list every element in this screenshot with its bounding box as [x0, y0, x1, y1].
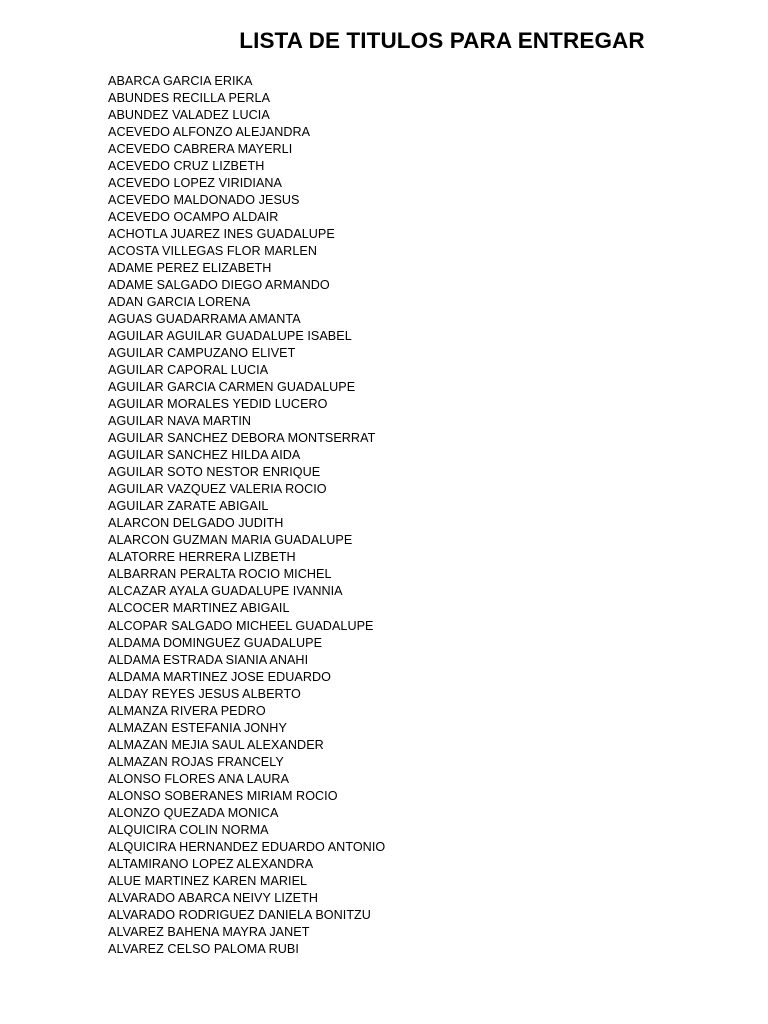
list-item: ALMAZAN MEJIA SAUL ALEXANDER	[108, 737, 324, 752]
list-item: AGUILAR VAZQUEZ VALERIA ROCIO	[108, 482, 327, 497]
list-item: ALMAZAN ESTEFANIA JONHY	[108, 720, 287, 735]
list-item: ALCAZAR AYALA GUADALUPE IVANNIA	[108, 584, 343, 599]
list-item: ACEVEDO CRUZ LIZBETH	[108, 159, 265, 174]
list-item: ALMANZA RIVERA PEDRO	[108, 703, 266, 718]
list-item: AGUILAR MORALES YEDID LUCERO	[108, 397, 328, 412]
list-item: AGUILAR CAPORAL LUCIA	[108, 363, 269, 378]
list-item: ACEVEDO ALFONZO ALEJANDRA	[108, 125, 311, 140]
list-item: AGUILAR GARCIA CARMEN GUADALUPE	[108, 380, 356, 395]
list-item: AGUILAR ZARATE ABIGAIL	[108, 499, 269, 514]
list-item: ALARCON GUZMAN MARIA GUADALUPE	[108, 533, 353, 548]
list-item: ADAME PEREZ ELIZABETH	[108, 261, 272, 276]
list-item: ALONSO FLORES ANA LAURA	[108, 771, 290, 786]
list-item: ALQUICIRA COLIN NORMA	[108, 822, 269, 837]
list-item: ALARCON DELGADO JUDITH	[108, 516, 284, 531]
list-item: ALONZO QUEZADA MONICA	[108, 805, 279, 820]
page-title: LISTA DE TITULOS PARA ENTREGAR	[239, 28, 645, 53]
list-item: ACEVEDO MALDONADO JESUS	[108, 193, 300, 208]
list-item: ACEVEDO CABRERA MAYERLI	[108, 142, 293, 157]
list-item: ALCOPAR SALGADO MICHEEL GUADALUPE	[108, 618, 374, 633]
list-item: ALVAREZ BAHENA MAYRA JANET	[108, 924, 310, 939]
list-item: ALTAMIRANO LOPEZ ALEXANDRA	[108, 856, 314, 871]
list-item: AGUILAR SANCHEZ HILDA AIDA	[108, 448, 301, 463]
list-item: ADAME SALGADO DIEGO ARMANDO	[108, 278, 330, 293]
list-item: ALCOCER MARTINEZ ABIGAIL	[108, 601, 290, 616]
list-item: AGUILAR SOTO NESTOR ENRIQUE	[108, 465, 321, 480]
list-item: ABUNDES RECILLA PERLA	[108, 91, 271, 106]
list-item: AGUAS GUADARRAMA AMANTA	[108, 312, 301, 327]
list-item: AGUILAR CAMPUZANO ELIVET	[108, 346, 296, 361]
list-item: ALDAMA MARTINEZ JOSE EDUARDO	[108, 669, 331, 684]
list-item: ALATORRE HERRERA LIZBETH	[108, 550, 296, 565]
list-item: ALQUICIRA HERNANDEZ EDUARDO ANTONIO	[108, 839, 386, 854]
list-item: ALBARRAN PERALTA ROCIO MICHEL	[108, 567, 332, 582]
list-item: ACOSTA VILLEGAS FLOR MARLEN	[108, 244, 317, 259]
list-item: ABUNDEZ VALADEZ LUCIA	[108, 108, 270, 123]
list-item: AGUILAR SANCHEZ DEBORA MONTSERRAT	[108, 431, 376, 446]
list-item: ALDAMA DOMINGUEZ GUADALUPE	[108, 635, 323, 650]
list-item: ALVARADO ABARCA NEIVY LIZETH	[108, 890, 318, 905]
list-item: ALVARADO RODRIGUEZ DANIELA BONITZU	[108, 907, 371, 922]
list-item: ACHOTLA JUAREZ INES GUADALUPE	[108, 227, 335, 242]
list-item: ADAN GARCIA LORENA	[108, 295, 251, 310]
list-item: ALMAZAN ROJAS FRANCELY	[108, 754, 284, 769]
list-item: ALVAREZ CELSO PALOMA RUBI	[108, 941, 299, 956]
name-list	[108, 73, 385, 958]
list-item: ALONSO SOBERANES MIRIAM ROCIO	[108, 788, 338, 803]
list-item: ALDAY REYES JESUS ALBERTO	[108, 686, 301, 701]
list-item: AGUILAR AGUILAR GUADALUPE ISABEL	[108, 329, 352, 344]
list-item: AGUILAR NAVA MARTIN	[108, 414, 252, 429]
list-item: ALUE MARTINEZ KAREN MARIEL	[108, 873, 308, 888]
list-item: ABARCA GARCIA ERIKA	[108, 74, 253, 88]
list-item: ACEVEDO OCAMPO ALDAIR	[108, 210, 279, 225]
list-item: ACEVEDO LOPEZ VIRIDIANA	[108, 176, 283, 191]
list-item: ALDAMA ESTRADA SIANIA ANAHI	[108, 652, 309, 667]
